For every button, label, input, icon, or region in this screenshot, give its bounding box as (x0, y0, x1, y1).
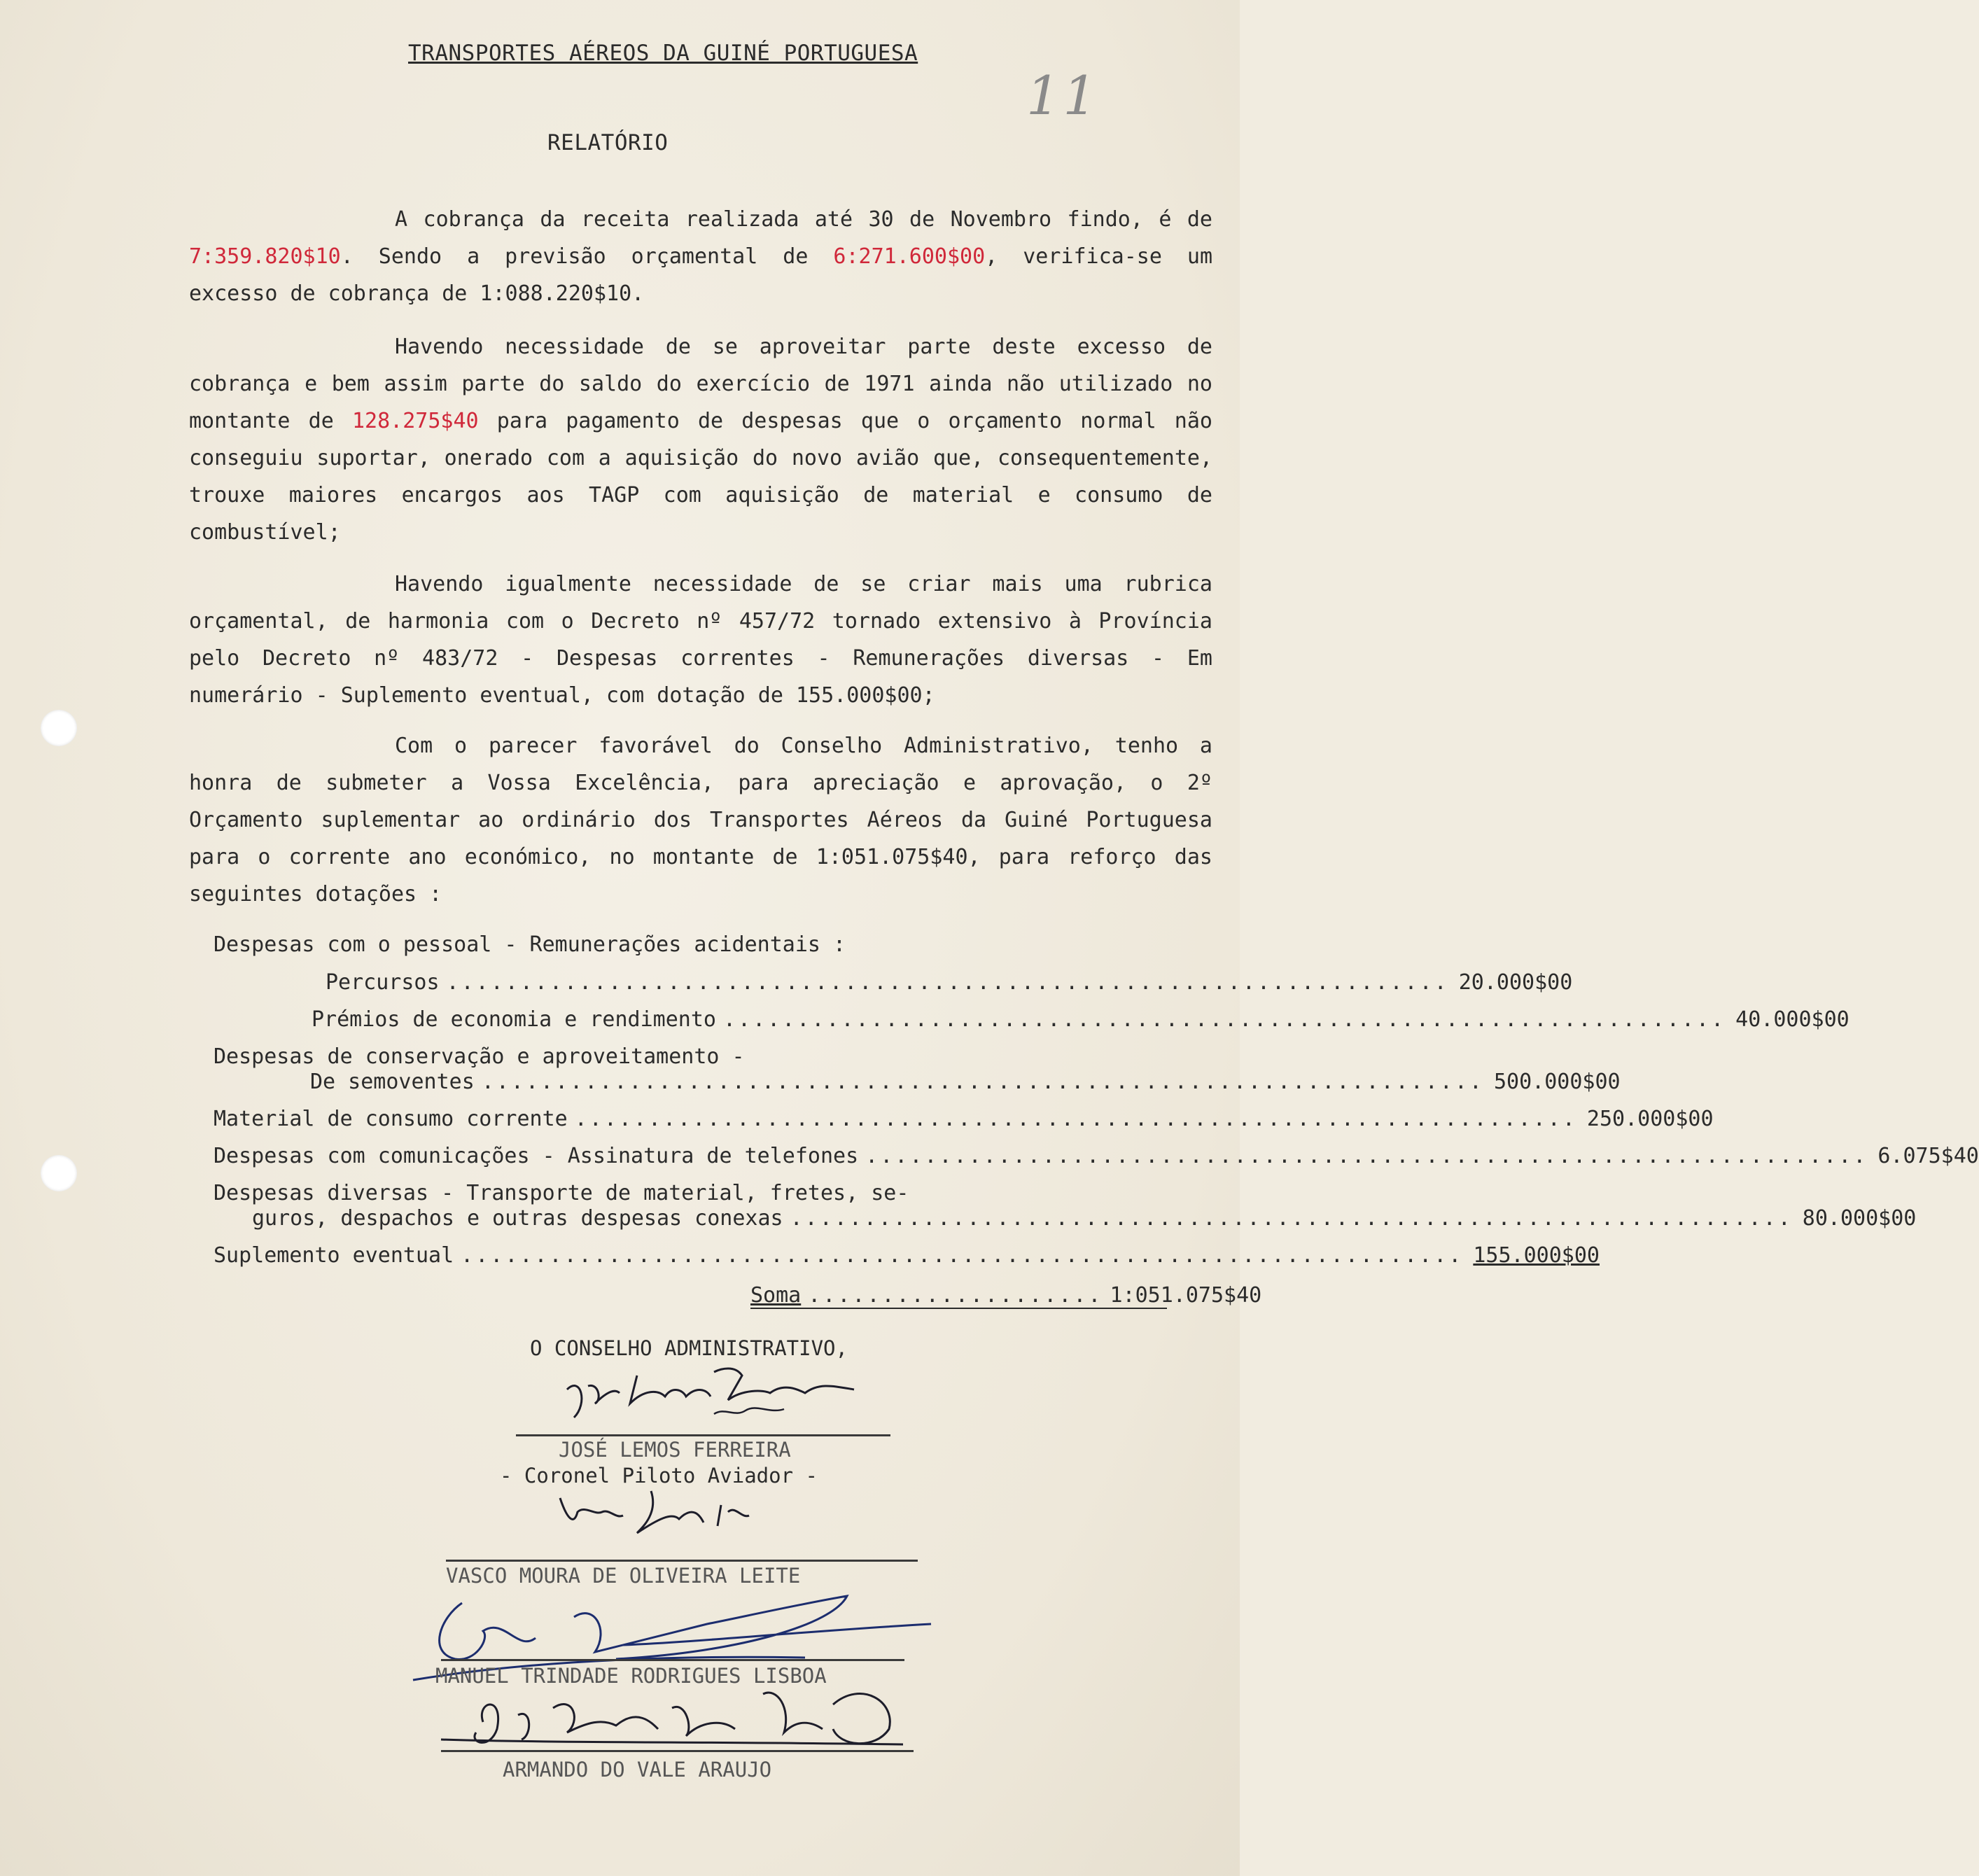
leader-dots: .................................................................... (865, 1144, 1868, 1168)
signatory-name: VASCO MOURA DE OLIVEIRA LEITE (446, 1564, 801, 1588)
text: , verifica-se um excesso de cobrança de 1:088.220$10. (189, 244, 1213, 306)
table-row (326, 970, 1573, 998)
text: para pagamento de despesas que o orçamento normal não conseguiu suportar, onerado com a aquisição do novo avião que, consequentemente, trouxe maiores encargos aos TAGP com aquisição de material e consumo de combustível; (189, 409, 1212, 545)
total-amount: 1:051.075$40 (1110, 1283, 1262, 1308)
signature-line (446, 1560, 918, 1562)
signature-line (441, 1750, 914, 1752)
table-row (252, 1206, 1917, 1234)
forecast-amount: 6:271.600$00 (833, 244, 986, 269)
row-amount: 20.000$00 (1458, 970, 1573, 995)
text: A cobrança da receita realizada até 30 de Novembro findo, é de (395, 207, 1212, 232)
signature-vasco-leite (553, 1484, 763, 1540)
document-header: TRANSPORTES AÉREOS DA GUINÉ PORTUGUESA (408, 41, 918, 66)
table-row (310, 1070, 1621, 1098)
table-row (214, 1144, 1979, 1172)
leader-dots: .................................................................... (574, 1107, 1577, 1131)
leader-dots: .................... (808, 1283, 1103, 1308)
table-row (214, 1107, 1714, 1135)
paragraph-surplus (189, 328, 1212, 551)
leader-dots: .................................................................... (446, 970, 1449, 995)
paragraph-submission (189, 727, 1212, 913)
row-label-line1: Despesas diversas - Transporte de material, fretes, se- (214, 1181, 909, 1205)
row-amount: 6.075$40 (1877, 1144, 1979, 1168)
row-label: Material de consumo corrente (214, 1107, 568, 1131)
table-row (214, 1243, 1600, 1271)
paragraph-revenue (189, 201, 1212, 312)
row-amount: 250.000$00 (1586, 1107, 1714, 1131)
table-heading: Despesas com o pessoal - Remunerações acidentais : (214, 932, 846, 957)
table-total (750, 1283, 1262, 1309)
signatory-name: MANUEL TRINDADE RODRIGUES LISBOA (435, 1664, 827, 1688)
signatory-name: ARMANDO DO VALE ARAUJO (503, 1758, 772, 1782)
balance-amount: 128.275$40 (351, 409, 479, 433)
row-amount: 155.000$00 (1473, 1243, 1600, 1268)
signature-line (516, 1434, 890, 1436)
document-title: RELATÓRIO (547, 130, 669, 155)
signature-jose-lemos-ferreira (560, 1362, 861, 1424)
row-label: Prémios de economia e rendimento (312, 1007, 716, 1032)
revenue-amount: 7:359.820$10 (189, 244, 341, 269)
row-label-line1: Despesas de conservação e aproveitamento - (214, 1044, 745, 1069)
total-label: Soma (750, 1283, 802, 1308)
leader-dots: .................................................................... (790, 1206, 1793, 1231)
row-amount: 80.000$00 (1802, 1206, 1917, 1231)
text: Com o parecer favorável do Conselho Administrativo, tenho a honra de submeter a Vossa Excelência, para apreciação e aprovação, o 2º Orçamento suplementar ao ordinário dos Transportes Aéreos da Guiné Portuguesa para o corrente ano económico, no montante de 1:051.075$40, para reforço das seguintes dotações : (189, 734, 1212, 906)
row-amount: 500.000$00 (1494, 1070, 1621, 1094)
text: Havendo igualmente necessidade de se criar mais uma rubrica orçamental, de harmonia com o Decreto nº 457/72 tornado extensivo à Província pelo Decreto nº 483/72 - Despesas correntes - Remunerações diversas - Em numerário - Suplemento eventual, com dotação de 155.000$00; (189, 572, 1212, 708)
row-label: guros, despachos e outras despesas conexas (252, 1206, 783, 1231)
row-label: De semoventes (310, 1070, 475, 1094)
handwritten-page-number: 11 (1026, 64, 1100, 127)
row-label: Suplemento eventual (214, 1243, 454, 1268)
leader-dots: .................................................................... (722, 1007, 1726, 1032)
leader-dots: .................................................................... (461, 1243, 1464, 1268)
row-label: Despesas com comunicações - Assinatura de telefones (214, 1144, 859, 1168)
council-heading: O CONSELHO ADMINISTRATIVO, (530, 1336, 848, 1360)
punch-hole (41, 710, 77, 746)
leader-dots: .................................................................... (481, 1070, 1484, 1094)
paragraph-new-rubric (189, 566, 1212, 714)
signatory-name: JOSÉ LEMOS FERREIRA (559, 1438, 791, 1462)
punch-hole (41, 1155, 77, 1191)
row-amount: 40.000$00 (1735, 1007, 1849, 1032)
text: Havendo necessidade de se aproveitar parte deste excesso de cobrança e bem assim parte do saldo do exercício de 1971 ainda não utilizado no montante de (189, 335, 1212, 433)
table-row (312, 1007, 1849, 1035)
row-label: Percursos (326, 970, 440, 995)
signature-line (441, 1659, 904, 1661)
signatory-title: - Coronel Piloto Aviador - (500, 1464, 818, 1488)
text: . Sendo a previsão orçamental de (340, 244, 834, 269)
